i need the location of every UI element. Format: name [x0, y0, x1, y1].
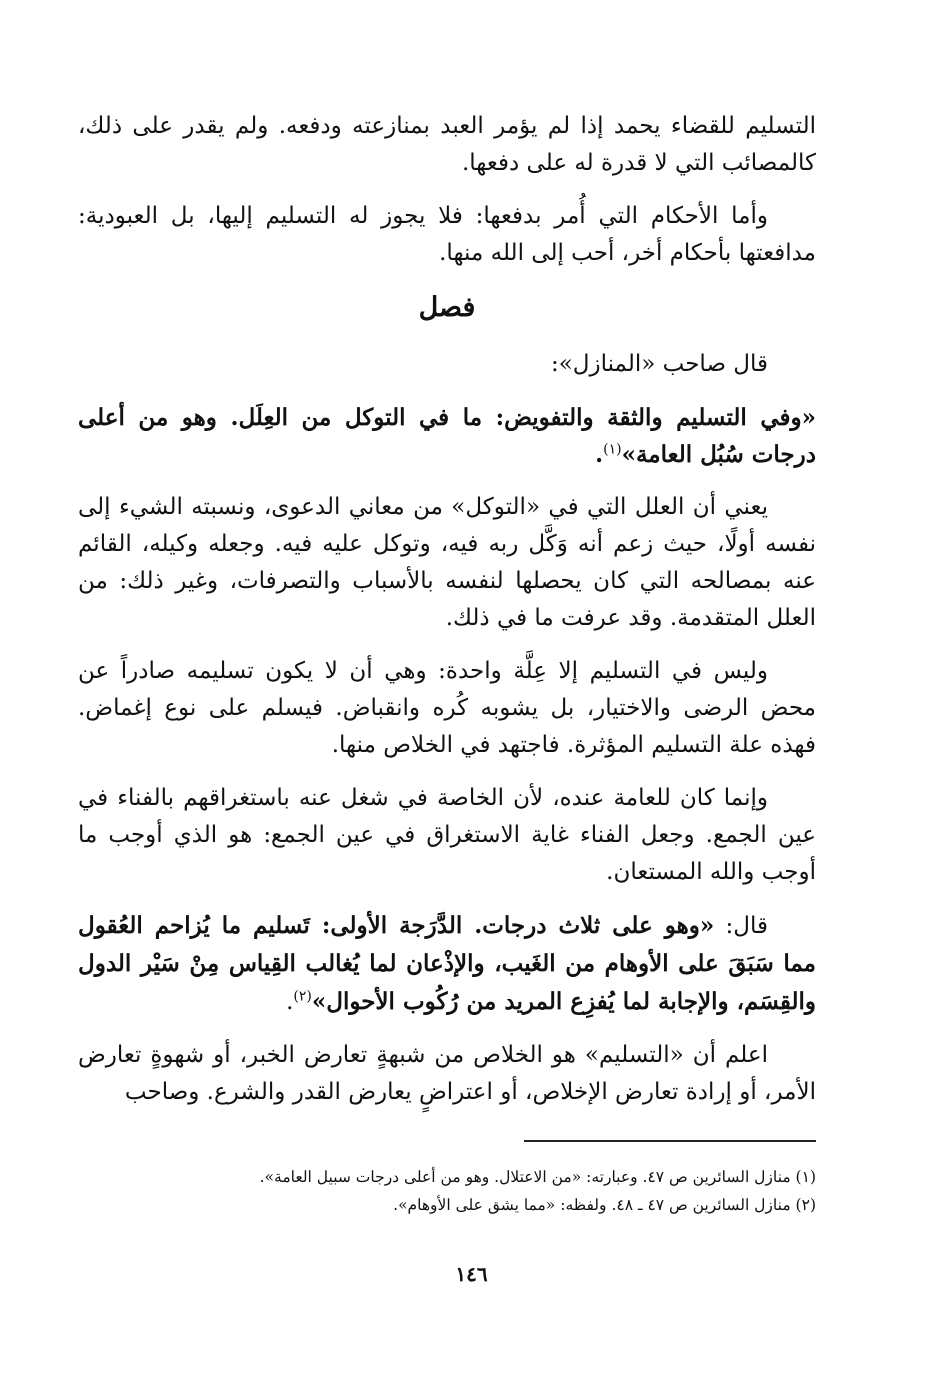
- footnote: (٢) منازل السائرين ص ٤٧ ـ ٤٨. ولفظه: «مما يشق على الأوهام».: [393, 1196, 816, 1214]
- paragraph: وليس في التسليم إلا عِلَّة واحدة: وهي أن لا يكون تسليمه صادراً عن محض الرضى والاختيار، بل يشوبه كُره وانقباض. فيسلم على نوع إغماض. فهذه علة التسليم المؤثرة. فاجتهد في الخلاص منها.: [78, 658, 816, 758]
- paragraph: وأما الأحكام التي أُمر بدفعها: فلا يجوز له التسليم إليها، بل العبودية: مدافعتها بأحكام أخر، أحب إلى الله منها.: [78, 203, 816, 266]
- page-body: [78, 108, 816, 1127]
- paragraph: وإنما كان للعامة عنده، لأن الخاصة في شغل عنه باستغراقهم بالفناء في عين الجمع. وجعل الفناء غاية الاستغراق في عين الجمع: هو الذي أوجب ما أوجب والله المستعان.: [78, 785, 816, 885]
- paragraph: قال صاحب «المنازل»:: [550, 351, 768, 377]
- paragraph: يعني أن العلل التي في «التوكل» من معاني الدعوى، ونسبته الشيء إلى نفسه أولًا، حيث زعم أنه وَكَّل ربه فيه، وتوكل عليه فيه. وجعله وكيله، القائم عنه بمصالحه التي كان يحصلها لنفسه بالأسباب والتصرفات، وغير ذلك: من العلل المتقدمة. وقد عرفت ما في ذلك.: [78, 494, 816, 631]
- footnote: (١) منازل السائرين ص ٤٧. وعبارته: «من الاعتلال. وهو من أعلى درجات سبيل العامة».: [259, 1168, 816, 1186]
- paragraph: التسليم للقضاء يحمد إذا لم يؤمر العبد بمنازعته ودفعه. ولم يقدر على ذلك، كالمصائب التي لا قدرة له على دفعها.: [78, 113, 816, 176]
- paragraph: قال: «وهو على ثلاث درجات. الدَّرَجة الأولى: تَسليم ما يُزاحم العُقول مما سَبَقَ على الأوهام من الغَيب، والإذْعان لما يُغالب القِياس مِنْ سَيْر الدول والقِسَم، والإجابة لما يُفزِع المريد من رُكُوب الأحوال»$^{(٢)}$.: [78, 912, 816, 1015]
- page-number: ١٤٦: [455, 1262, 488, 1286]
- footnote-ref: (٢): [293, 988, 312, 1005]
- footnote-ref: (١): [603, 441, 622, 458]
- section-heading: فصل: [418, 292, 476, 323]
- footnotes: [78, 1163, 816, 1219]
- footnote-divider: [524, 1140, 816, 1142]
- paragraph: اعلم أن «التسليم» هو الخلاص من شبهةٍ تعارض الخبر، أو شهوةٍ تعارض الأمر، أو إرادة تعارض الإخلاص، أو اعتراضٍ يعارض القدر والشرع. وصاحب: [78, 1042, 816, 1105]
- paragraph-lead: قال:: [725, 913, 769, 939]
- quote-text: «وفي التسليم والثقة والتفويض: ما في التوكل من العِلَل. وهو من أعلى درجات سُبُل العامة»: [78, 404, 816, 468]
- quoted-text: «وفي التسليم والثقة والتفويض: ما في التوكل من العِلَل. وهو من أعلى درجات سُبُل العامة»$^{(١)}$.: [78, 404, 816, 468]
- quote-text: «وهو على ثلاث درجات. الدَّرَجة الأولى: تَسليم ما يُزاحم العُقول مما سَبَقَ على الأوهام من الغَيب، والإذْعان لما يُغالب القِياس مِنْ سَيْر الدول والقِسَم، والإجابة لما يُفزِع المريد من رُكُوب الأحوال»: [78, 912, 816, 1015]
